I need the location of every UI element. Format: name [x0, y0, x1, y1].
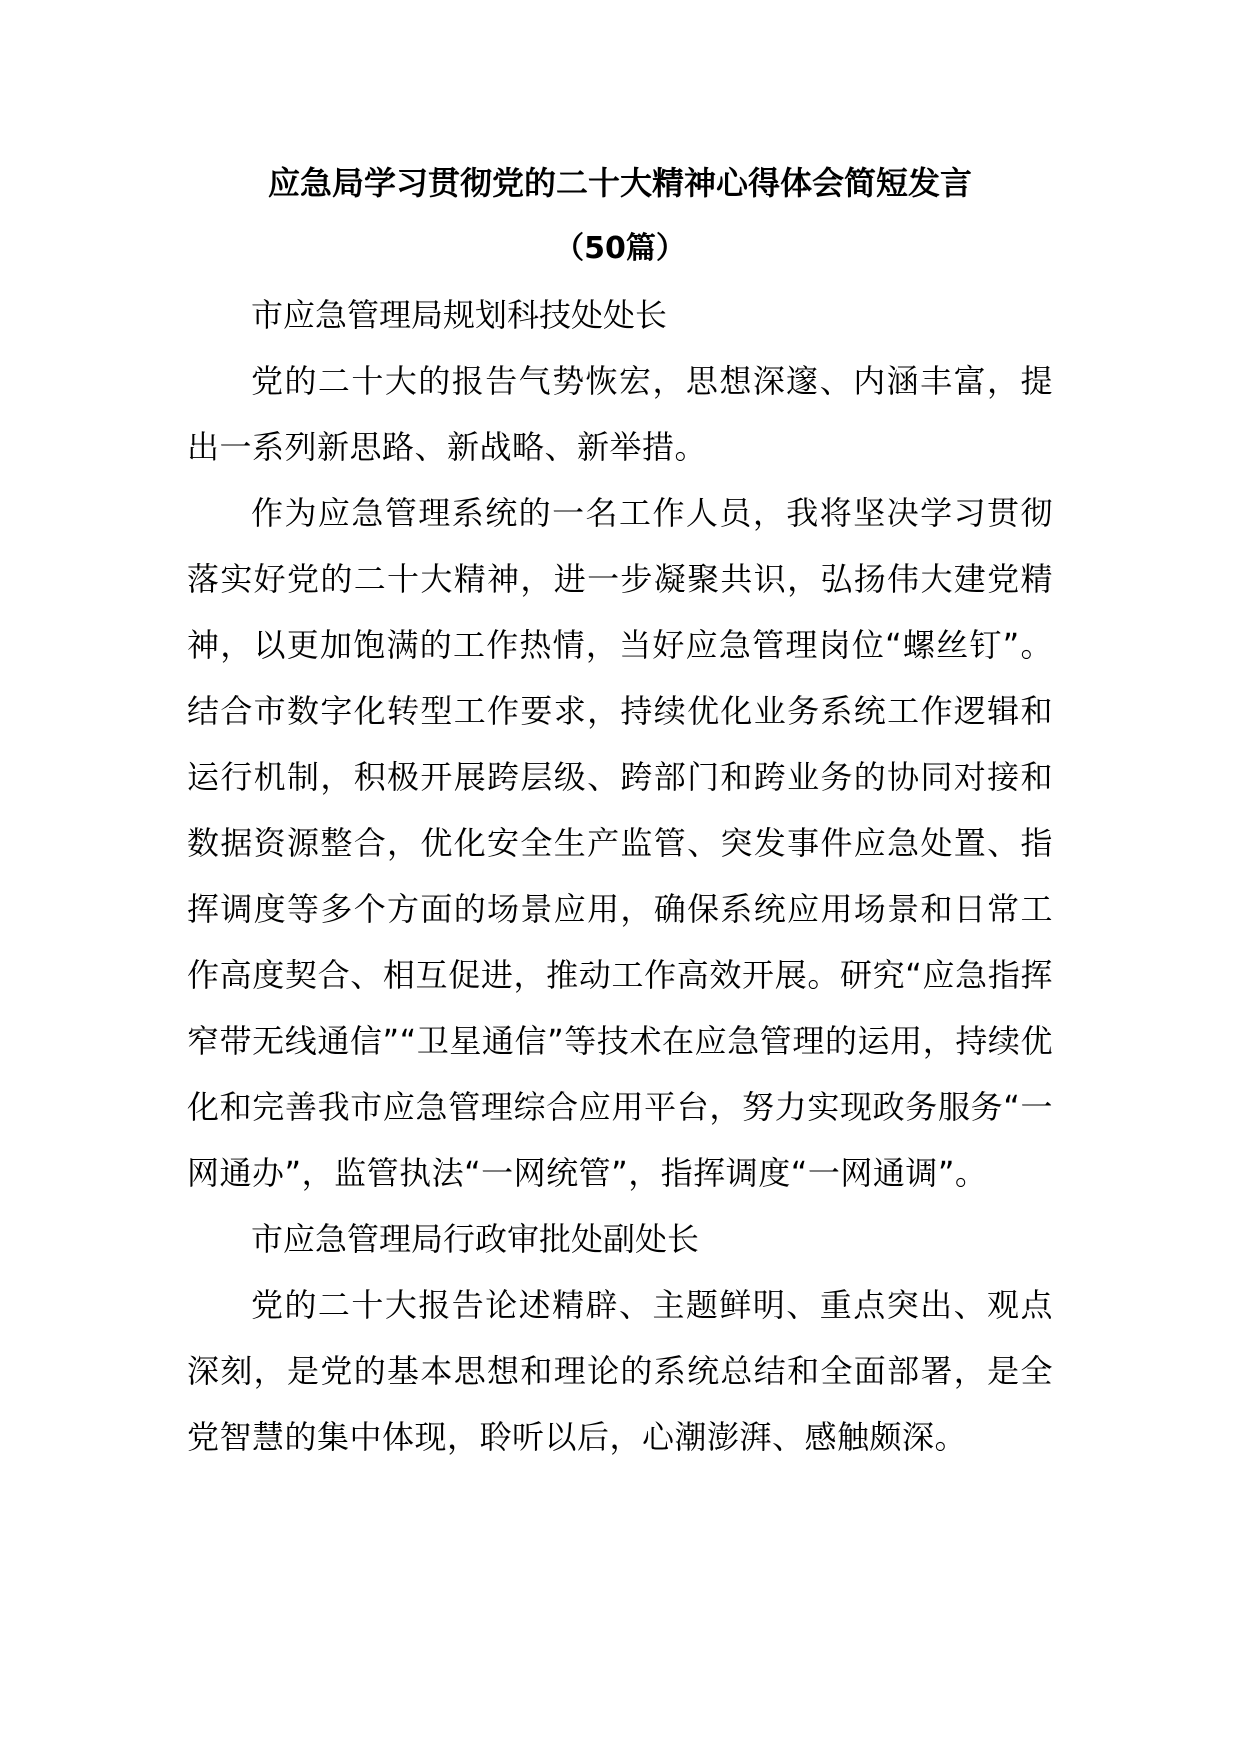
- document-page: [187, 150, 1053, 1470]
- section-author: 市应急管理局规划科技处处长: [251, 296, 668, 334]
- paragraph: 党的二十大报告论述精辟、主题鲜明、重点突出、观点深刻，是党的基本思想和理论的系统总结和全面部署，是全党智慧的集中体现，聆听以后，心潮澎湃、感触颇深。: [187, 1286, 1053, 1456]
- section-2: [187, 1206, 1053, 1470]
- paragraph: 作为应急管理系统的一名工作人员，我将坚决学习贯彻落实好党的二十大精神，进一步凝聚共识，弘扬伟大建党精神，以更加饱满的工作热情，当好应急管理岗位“螺丝钉”。结合市数字化转型工作要求，持续优化业务系统工作逻辑和运行机制，积极开展跨层级、跨部门和跨业务的协同对接和数据资源整合，优化安全生产监管、突发事件应急处置、指挥调度等多个方面的场景应用，确保系统应用场景和日常工作高度契合、相互促进，推动工作高效开展。研究“应急指挥窄带无线通信”“卫星通信”等技术在应急管理的运用，持续优化和完善我市应急管理综合应用平台，努力实现政务服务“一网通办”，监管执法“一网统管”，指挥调度“一网通调”。: [187, 494, 1053, 1192]
- document-subtitle: （50篇）: [554, 231, 686, 266]
- document-title: 应急局学习贯彻党的二十大精神心得体会简短发言: [267, 164, 972, 202]
- section-author: 市应急管理局行政审批处副处长: [251, 1220, 700, 1258]
- paragraph: 党的二十大的报告气势恢宏，思想深邃、内涵丰富，提出一系列新思路、新战略、新举措。: [187, 362, 1053, 466]
- section-1: [187, 282, 1053, 1206]
